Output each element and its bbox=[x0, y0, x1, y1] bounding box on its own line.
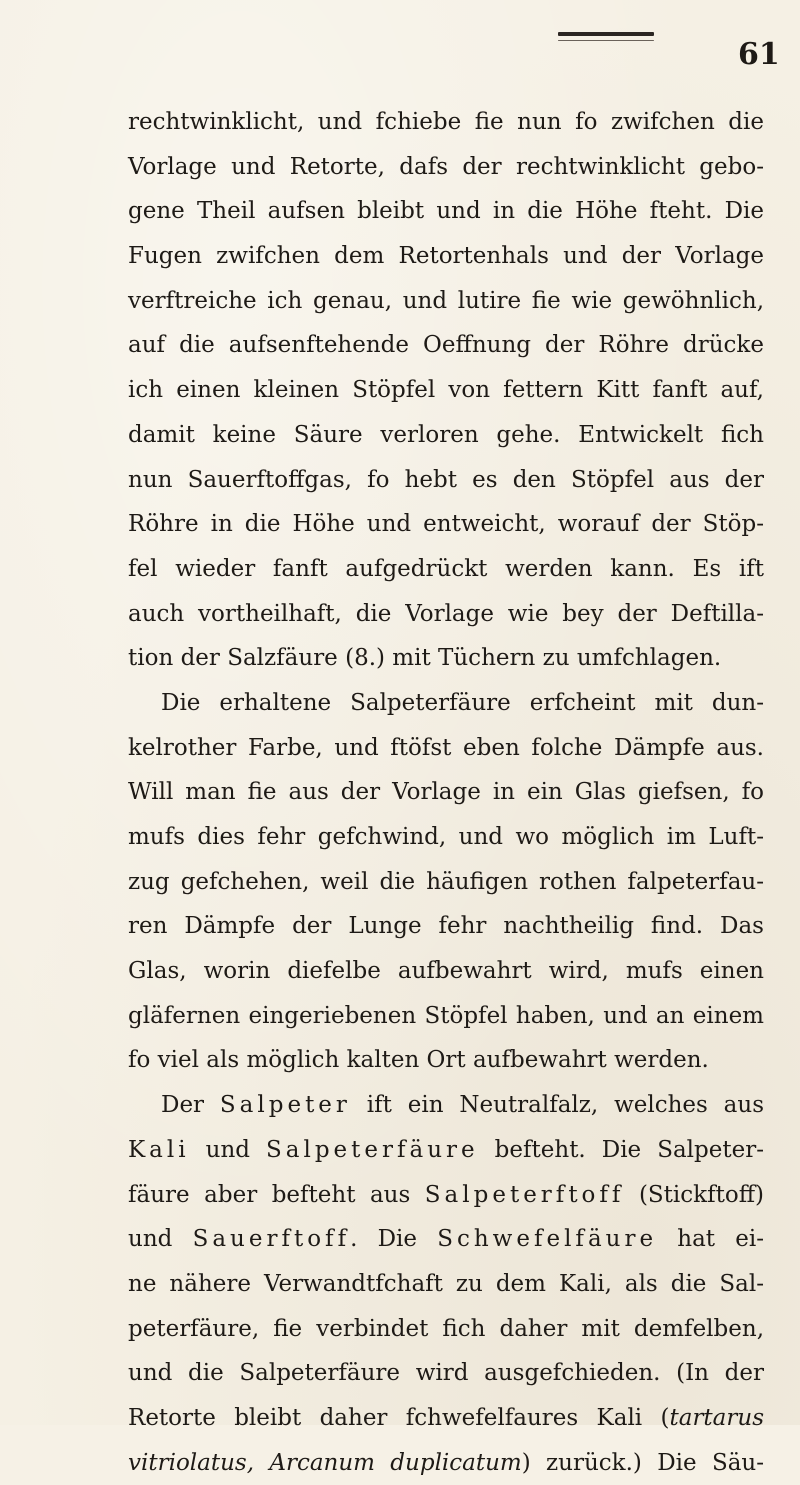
paragraph-start-line: Der Salpeter ift ein Neutralfalz, welches aus bbox=[161, 1092, 765, 1119]
text-line: Vorlage und Retorte, dafs der rechtwinklicht gebo- bbox=[128, 153, 764, 180]
emphasized-term: Schwefelfäure bbox=[437, 1226, 658, 1253]
text-line: tion der Salzfäure (8.) mit Tüchern zu umfchlagen. bbox=[128, 645, 722, 672]
text-line: auf die aufsenftehende Oeffnung der Röhre drücke bbox=[128, 332, 764, 359]
text-line: gläfernen eingeriebenen Stöpfel haben, und an einem bbox=[128, 1002, 764, 1029]
text-line: und die Salpeterfäure wird ausgefchieden. (In der bbox=[128, 1360, 764, 1387]
text-line: fel wieder fanft aufgedrückt werden kann. Es ift bbox=[128, 555, 764, 582]
text-line: ne nähere Verwandtfchaft zu dem Kali, als die Sal- bbox=[128, 1270, 764, 1297]
text-line: Retorte bleibt daher fchwefelfaures Kali (tartarus bbox=[128, 1404, 764, 1431]
emphasized-term: Kali bbox=[128, 1136, 190, 1163]
latin-term: vitriolatus, Arcanum duplicatum bbox=[128, 1449, 522, 1476]
text-line: rechtwinklicht, und fchiebe fie nun fo zwifchen die bbox=[128, 109, 764, 135]
body-text bbox=[128, 100, 764, 1485]
header-rule bbox=[558, 32, 654, 36]
text-line: und Sauerftoff. Die Schwefelfäure hat ei- bbox=[128, 1226, 764, 1253]
text-line: fäure aber befteht aus Salpeterftoff (Stickftoff) bbox=[128, 1181, 765, 1208]
text-line: verftreiche ich genau, und lutire fie wie gewöhnlich, bbox=[128, 287, 764, 314]
page-number: 61 bbox=[738, 37, 780, 72]
text-line: zug gefchehen, weil die häufigen rothen falpeterfau- bbox=[128, 868, 764, 895]
text-line: gene Theil aufsen bleibt und in die Höhe fteht. Die bbox=[128, 198, 764, 225]
text-line: damit keine Säure verloren gehe. Entwickelt fich bbox=[128, 421, 764, 448]
header-rule-thin bbox=[558, 40, 654, 41]
text-line: nun Sauerftoffgas, fo hebt es den Stöpfel aus der bbox=[128, 466, 764, 493]
text-line: auch vortheilhaft, die Vorlage wie bey der Deftilla- bbox=[128, 600, 764, 627]
text-line: peterfäure, fie verbindet fich daher mit demfelben, bbox=[128, 1315, 764, 1342]
emphasized-term: Salpeterfäure bbox=[266, 1136, 479, 1163]
text-line: Kali und Salpeterfäure befteht. Die Salpeter- bbox=[128, 1136, 764, 1163]
emphasized-term: Sauerftoff bbox=[192, 1226, 351, 1253]
text-line: ich einen kleinen Stöpfel von fettern Kitt fanft auf, bbox=[128, 377, 764, 404]
text-line: ren Dämpfe der Lunge fehr nachtheilig find. Das bbox=[128, 913, 764, 940]
text-line: fo viel als möglich kalten Ort aufbewahrt werden. bbox=[128, 1047, 709, 1074]
latin-term: tartarus bbox=[669, 1404, 764, 1431]
text-line: mufs dies fehr gefchwind, und wo möglich im Luft- bbox=[128, 824, 764, 850]
text-line: Will man fie aus der Vorlage in ein Glas giefsen, fo bbox=[128, 779, 764, 806]
text-line: Glas, worin diefelbe aufbewahrt wird, mufs einen bbox=[128, 958, 764, 985]
text-line: Fugen zwifchen dem Retortenhals und der Vorlage bbox=[128, 243, 764, 270]
text-line: vitriolatus, Arcanum duplicatum) zurück.) Die Säu- bbox=[128, 1449, 764, 1476]
paragraph-start-line: Die erhaltene Salpeterfäure erfcheint mit dun- bbox=[161, 689, 764, 716]
text-line: Röhre in die Höhe und entweicht, worauf der Stöp- bbox=[128, 511, 764, 538]
text-line: kelrother Farbe, und ftöfst eben folche Dämpfe aus. bbox=[128, 734, 764, 761]
emphasized-term: Salpeterftoff bbox=[424, 1181, 625, 1208]
emphasized-term: Salpeter bbox=[219, 1092, 351, 1119]
